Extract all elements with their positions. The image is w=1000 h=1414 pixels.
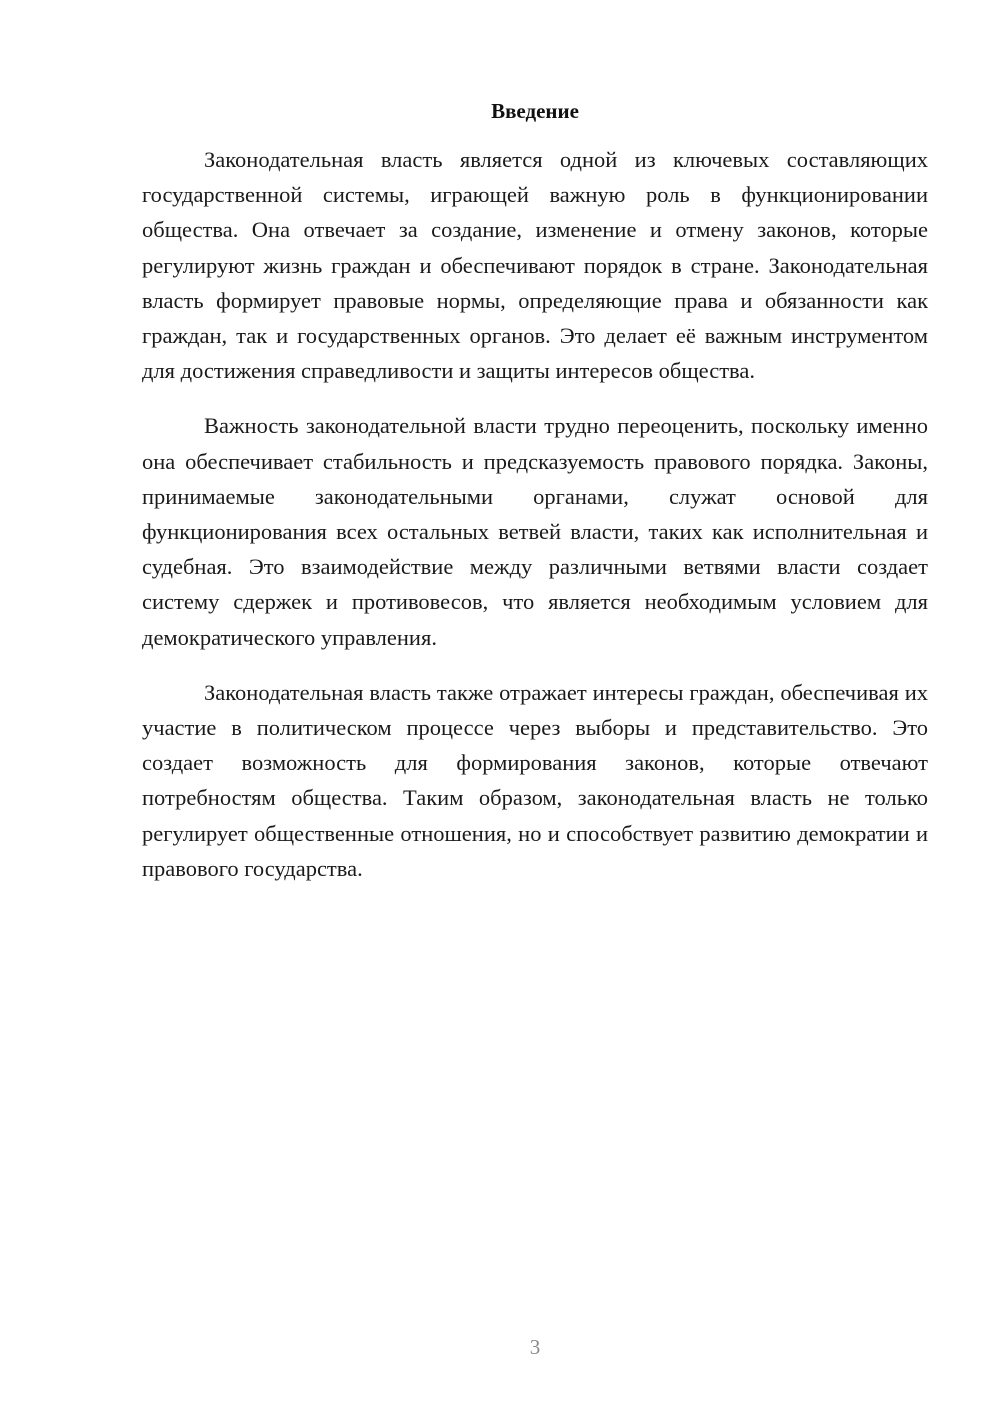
body-text — [142, 142, 928, 906]
section-title: Введение — [491, 99, 579, 123]
paragraph-1: Законодательная власть является одной из ключевых составляющих государственной системы, играющей важную роль в функционировании общества. Она отвечает за создание, изменение и отмену законов, которые регулируют жизнь граждан и обеспечивают порядок в стране. Законодательная власть формирует правовые нормы, определяющие права и обязанности как граждан, так и государственных органов. Это делает её важным инструментом для достижения справедливости и защиты интересов общества. — [142, 147, 928, 384]
paragraph-3: Законодательная власть также отражает интересы граждан, обеспечивая их участие в политическом процессе через выборы и представительство. Это создает возможность для формирования законов, которые отвечают потребностям общества. Таким образом, законодательная власть не только регулирует общественные отношения, но и способствует развитию демократии и правового государства. — [142, 679, 928, 881]
paragraph-2: Важность законодательной власти трудно переоценить, поскольку именно она обеспечивает стабильность и предсказуемость правового порядка. Законы, принимаемые законодательными органами, служат основой для функционирования всех остальных ветвей власти, таких как исполнительная и судебная. Это взаимодействие между различными ветвями власти создает систему сдержек и противовесов, что является необходимым условием для демократического управления. — [142, 413, 928, 650]
page-number: 3 — [529, 1335, 541, 1359]
